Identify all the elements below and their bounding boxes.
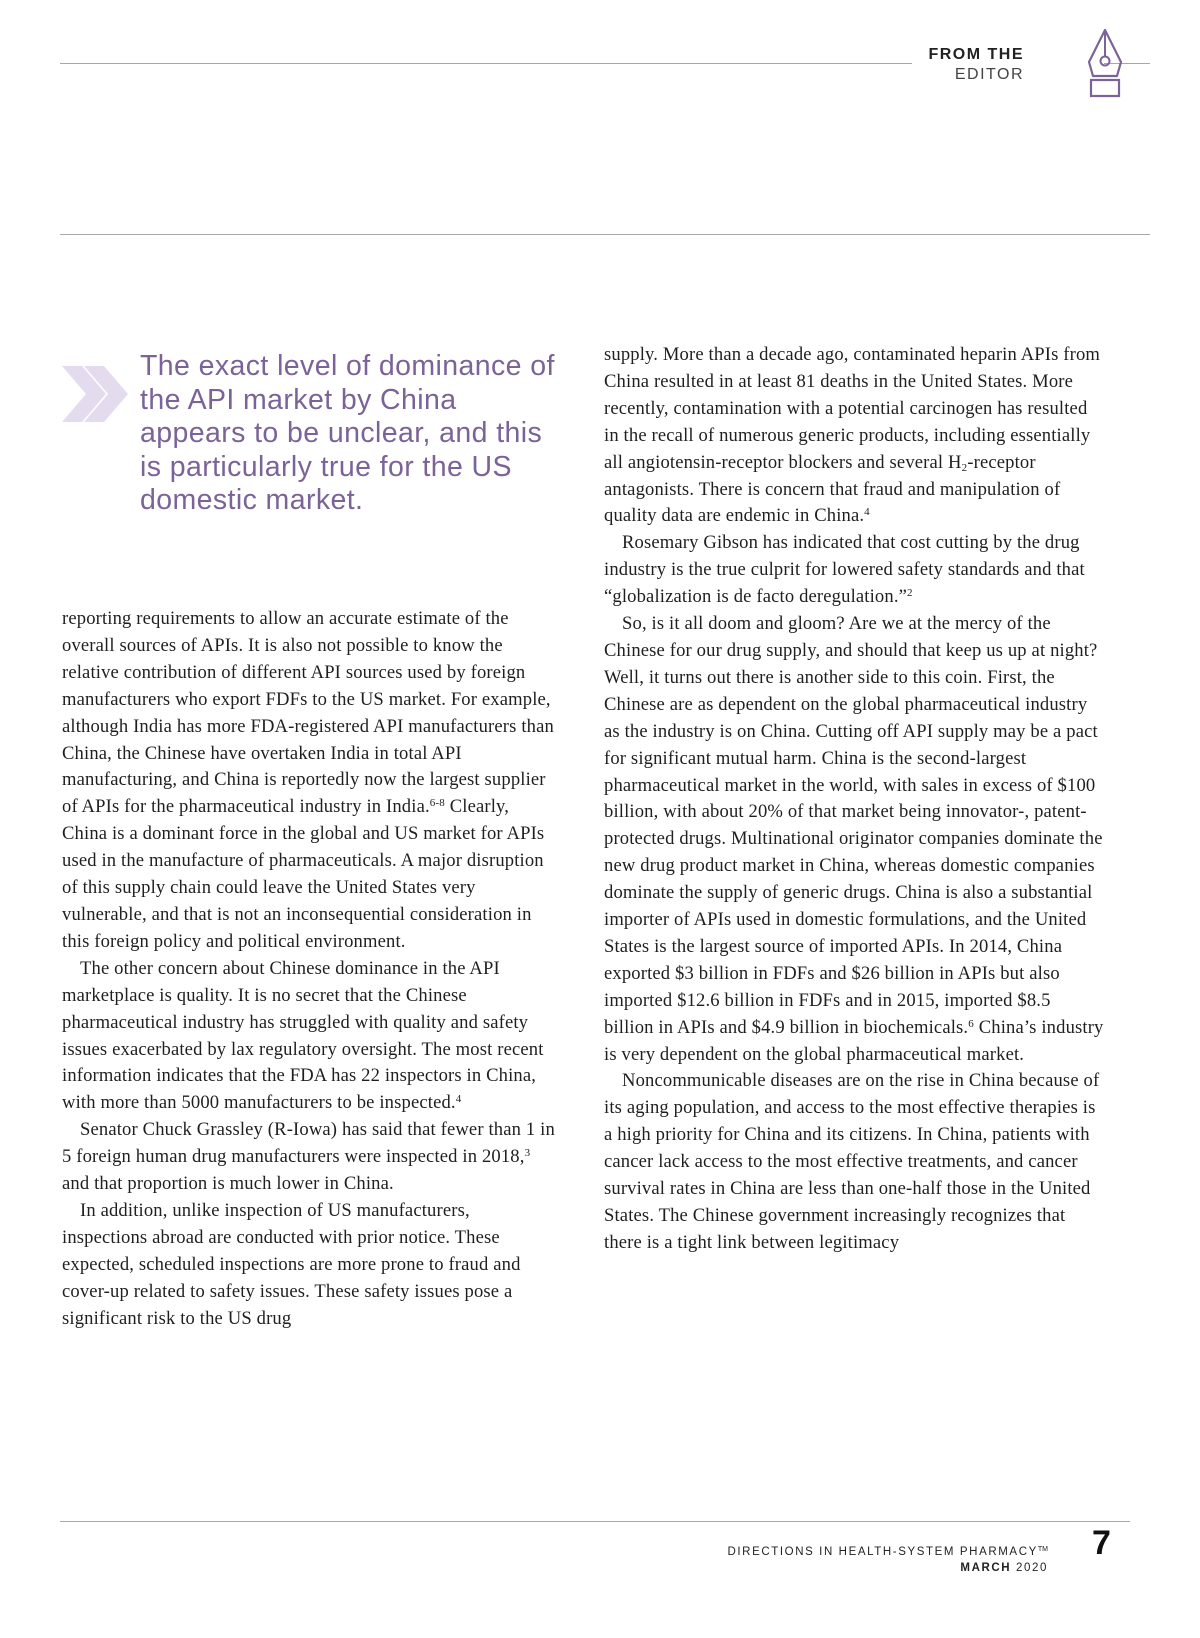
text-run: reporting requirements to allow an accurate estimate of the overall sources of APIs. It is also not possible to know the relative contribution of different API sources used by foreign manufacturers who export FDFs to the US market. For example, although India has more FDA-registered API manufacturers than China, the Chinese have overtaken India in total API manufacturing, and China is reportedly now the largest supplier of APIs for the pharmaceutical industry in India.	[62, 608, 554, 818]
citation: 3	[524, 1147, 531, 1160]
header-rule-left	[60, 63, 912, 64]
double-chevron-icon	[60, 366, 132, 422]
body-column-right	[604, 342, 1104, 1257]
pen-nib-icon	[1083, 28, 1127, 104]
issue-month: MARCH	[960, 1562, 1012, 1574]
paragraph	[62, 1117, 558, 1198]
footer-publication	[727, 1542, 1048, 1576]
citation: 4	[864, 506, 870, 519]
paragraph	[62, 1198, 558, 1333]
subscript: 2	[961, 461, 968, 474]
text-run: So, is it all doom and gloom? Are we at the mercy of the Chinese for our drug supply, and should that keep us up at night? Well, it turns out there is another side to this coin. First, the Chinese are as dependent on the global pharmaceutical industry as the industry is on China. Cutting off API supply may be a pact for significant mutual harm. China is the second-largest pharmaceutical market in the world, with sales in excess of $100 billion, with about 20% of that market being innovator-, patent-protected drugs. Multinational originator companies dominate the new drug product market in China, whereas domestic companies dominate the supply of generic drugs. China is also a substantial importer of APIs used in domestic formulations, and the United States is the largest source of imported APIs. In 2014, China exported $3 billion in FDFs and $26 billion in APIs but also imported $12.6 billion in FDFs and in 2015, imported $8.5 billion in APIs and $4.9 billion in biochemicals.	[604, 613, 1103, 1038]
issue-date	[727, 1560, 1048, 1576]
text-run: and that proportion is much lower in China.	[62, 1173, 394, 1195]
text-run: Noncommunicable diseases are on the rise in China because of its aging population, and access to the most effective therapies is a high priority for China and its citizens. In China, patients with cancer lack access to the most effective treatments, and cancer survival rates in China are less than one-half those in the United States. The Chinese government increasingly recognizes that there is a tight link between legitimacy	[604, 1070, 1100, 1253]
paragraph	[604, 611, 1104, 1068]
paragraph	[62, 606, 558, 956]
body-column-left	[62, 606, 558, 1332]
publication-title: DIRECTIONS IN HEALTH-SYSTEM PHARMACY	[727, 1546, 1038, 1558]
citation: 6	[968, 1017, 974, 1030]
text-run: -receptor antagonists. There is concern that fraud and manipulation of quality data are endemic in China.	[604, 451, 1061, 527]
paragraph	[604, 530, 1104, 611]
page-number: 7	[1092, 1524, 1111, 1562]
text-run: China’s industry is very dependent on the global pharmaceutical market.	[604, 1016, 1104, 1065]
paragraph	[604, 342, 1104, 530]
pull-quote: The exact level of dominance of the API market by China appears to be unclear, and this is particularly true for the US domestic market.	[140, 350, 555, 516]
section-label	[928, 45, 1024, 85]
publication-name	[727, 1542, 1048, 1560]
citation: 4	[455, 1093, 462, 1106]
paragraph	[604, 1068, 1104, 1256]
text-run: Clearly, China is a dominant force in the global and US market for APIs used in the manufacture of pharmaceuticals. A major disruption of this supply chain could leave the United States very vulnerable, and that is not an inconsequential consideration in this foreign policy and political environment.	[62, 796, 545, 952]
text-run: In addition, unlike inspection of US manufacturers, inspections abroad are conducted with prior notice. These expected, scheduled inspections are more prone to fraud and cover-up related to safety issues. These safety issues pose a significant risk to the US drug	[62, 1199, 521, 1329]
text-run: supply. More than a decade ago, contaminated heparin APIs from China resulted in at least 81 deaths in the United States. More recently, contamination with a potential carcinogen has resulted in the recall of numerous generic products, including essentially all angiotensin-receptor blockers and several H	[604, 344, 1101, 473]
issue-year: 2020	[1016, 1562, 1048, 1574]
section-label-line1: FROM THE	[928, 46, 1024, 63]
section-label-line2: EDITOR	[954, 66, 1024, 83]
text-run: The other concern about Chinese dominance in the API marketplace is quality. It is no secret that the Chinese pharmaceutical industry has struggled with quality and safety issues exacerbated by lax regulatory oversight. The most recent information indicates that the FDA has 22 inspectors in China, with more than 5000 manufacturers to be inspected.	[62, 957, 544, 1114]
section-divider	[60, 234, 1150, 235]
paragraph	[62, 956, 558, 1117]
citation: 6-8	[429, 797, 445, 810]
trademark-mark: TM	[1037, 1546, 1048, 1553]
text-run: Senator Chuck Grassley (R-Iowa) has said that fewer than 1 in 5 foreign human drug manufacturers were inspected in 2018,	[62, 1119, 555, 1168]
footer-rule	[60, 1521, 1130, 1522]
citation: 2	[907, 587, 913, 600]
text-run: Rosemary Gibson has indicated that cost cutting by the drug industry is the true culprit for lowered safety standards and that “globalization is de facto deregulation.”	[604, 532, 1085, 608]
